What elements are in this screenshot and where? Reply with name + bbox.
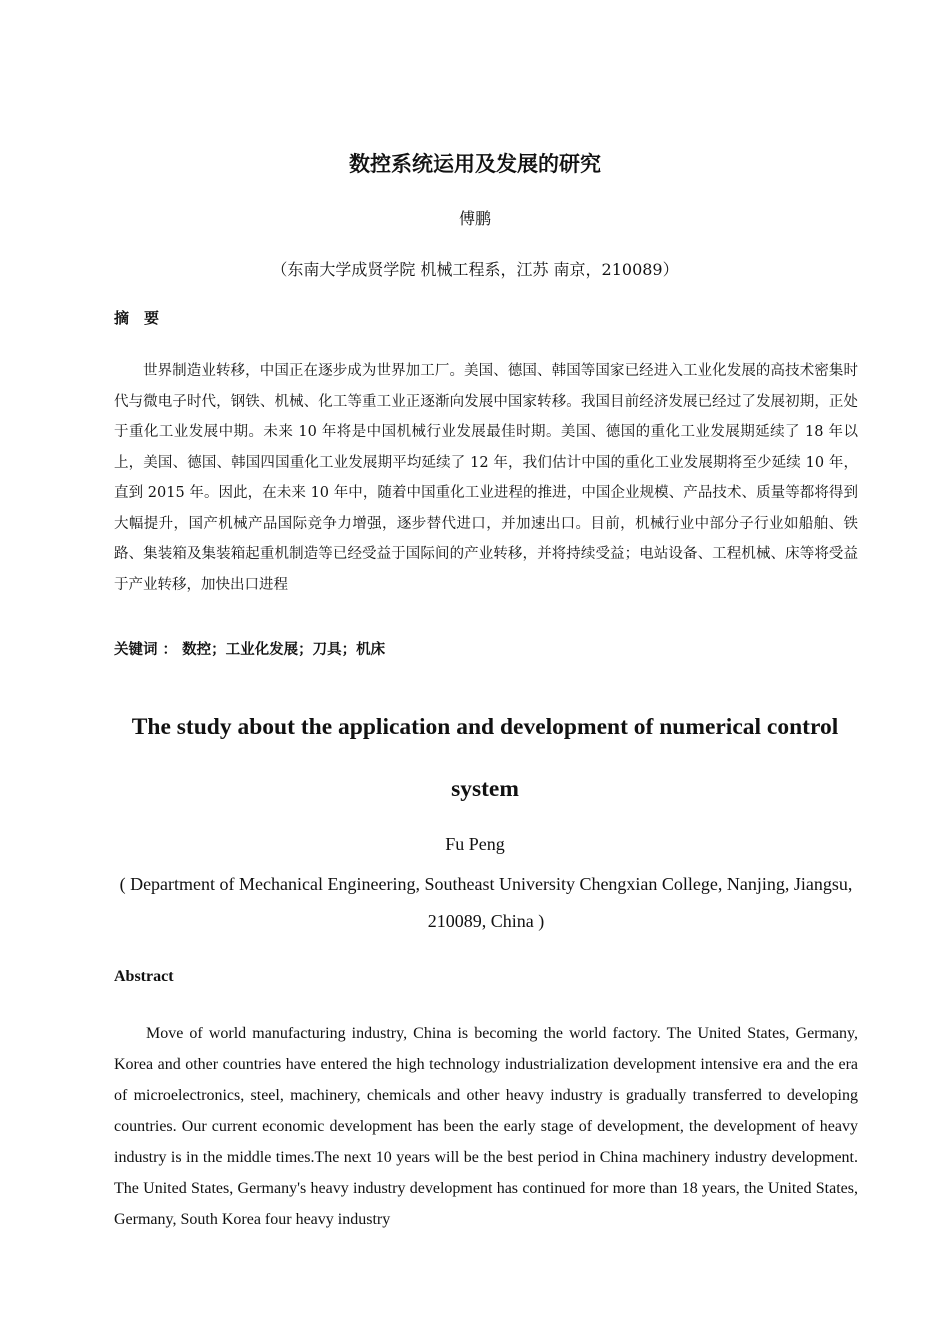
chinese-title: 数控系统运用及发展的研究 bbox=[349, 151, 601, 176]
english-author: Fu Peng bbox=[445, 834, 505, 854]
chinese-abstract-heading: 摘 要 bbox=[114, 309, 160, 327]
chinese-keywords: 关键词 ： 数控；工业化发展；刀具；机床 bbox=[114, 641, 386, 658]
chinese-abstract-body: 世界制造业转移，中国正在逐步成为世界加工厂。美国、德国、韩国等国家已经进入工业化发展的高技术密集时代与微电子时代，钢铁、机械、化工等重工业正逐渐向发展中国家转移。我国目前经济发展已经过了发展初期，正处于重化工业发展中期。未来 10 年将是中国机械行业发展最佳时期。美国、德国的重化工业发展期延续了 18 年以上，美国、德国、韩国四国重化工业发展期平均延续了 12 年，我们估计中国的重化工业发展期将至少延续 10 年，直到 2015 年。因此，在未来 10 年中，随着中国重化工业进程的推进，中国企业规模、产品技术、质量等都将得到大幅提升，国产机械产品国际竞争力增强，逐步替代进口，并加速出口。目前，机械行业中部分子行业如船舶、铁路、集装箱及集装箱起重机制造等已经受益于国际间的产业转移，并将持续受益；电站设备、工程机械、床等将受益于产业转移，加快出口进程 bbox=[114, 363, 858, 593]
chinese-affiliation: （东南大学成贤学院 机械工程系，江苏 南京，210089） bbox=[271, 260, 679, 279]
english-affiliation: ( Department of Mechanical Engineering, Southeast University Chengxian College, Nanjing, Jiangsu, 210089, China ) bbox=[119, 874, 853, 931]
english-abstract-body: Move of world manufacturing industry, China is becoming the world factory. The United States, Germany, Korea and other countries have entered the high technology industrialization development intensive era and the era of microelectronics, steel, machinery, chemicals and other heavy industry is gradually transferred to developing countries. Our current economic development has been the early stage of development, the development of heavy industry is in the middle times.The next 10 years will be the best period in China machinery industry development. The United States, Germany's heavy industry development has continued for more than 18 years, the United States, Germany, South Korea four heavy industry bbox=[114, 1025, 858, 1228]
english-title: The study about the application and development of numerical control system bbox=[131, 714, 839, 802]
english-abstract-heading: Abstract bbox=[114, 968, 174, 985]
chinese-author: 傅鹏 bbox=[458, 209, 491, 228]
